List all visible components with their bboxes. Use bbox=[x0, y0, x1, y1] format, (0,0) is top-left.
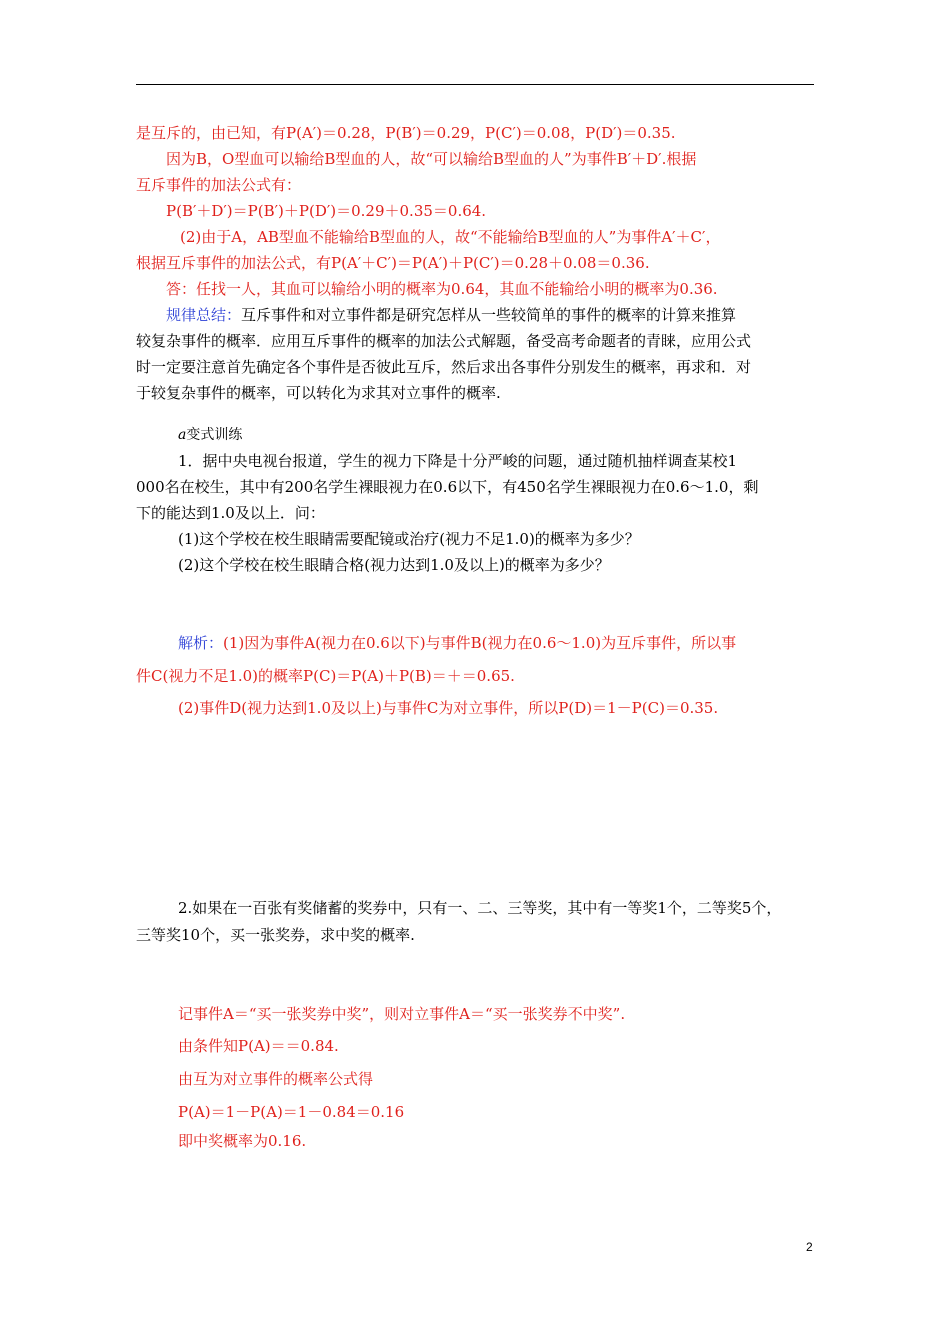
summary-line: 较复杂事件的概率．应用互斥事件的概率的加法公式解题，备受高考命题者的青睐，应用公式 bbox=[136, 332, 752, 350]
header-rule bbox=[136, 84, 814, 85]
question-line: (1)这个学校在校生眼睛需要配镜或治疗(视力不足1.0)的概率为多少？ bbox=[178, 530, 640, 548]
solution-line: P(B′＋D′)＝P(B′)＋P(D′)＝0.29＋0.35＝0.64. bbox=[166, 202, 487, 220]
solution-line: 互斥事件的加法公式有： bbox=[136, 176, 302, 194]
question-line: 000名在校生，其中有200名学生裸眼视力在0.6以下，有450名学生裸眼视力在0.6～1.0，剩 bbox=[136, 478, 759, 496]
solution-line: 即中奖概率为0.16. bbox=[178, 1132, 307, 1150]
analysis-text: (1)因为事件A(视力在0.6以下)与事件B(视力在0.6～1.0)为互斥事件，所以事 bbox=[223, 634, 737, 652]
question-line: 1．据中央电视台报道，学生的视力下降是十分严峻的问题，通过随机抽样调查某校1 bbox=[178, 452, 738, 470]
summary-line: 时一定要注意首先确定各个事件是否彼此互斥，然后求出各事件分别发生的概率，再求和．对 bbox=[136, 358, 752, 376]
solution-line: 由条件知P(A)＝＝0.84. bbox=[178, 1037, 339, 1055]
solution-line: 根据互斥事件的加法公式，有P(A′＋C′)＝P(A′)＋P(C′)＝0.28＋0.08＝0.36. bbox=[136, 254, 650, 272]
question-line: 下的能达到1.0及以上．问： bbox=[136, 504, 325, 522]
solution-line: 因为B，O型血可以输给B型血的人，故“可以输给B型血的人”为事件B′＋D′.根据 bbox=[166, 150, 697, 168]
page-number: 2 bbox=[806, 1240, 813, 1254]
question-line: (2)这个学校在校生眼睛合格(视力达到1.0及以上)的概率为多少？ bbox=[178, 556, 610, 574]
summary-line: 于较复杂事件的概率，可以转化为求其对立事件的概率. bbox=[136, 384, 501, 402]
solution-line: 由互为对立事件的概率公式得 bbox=[178, 1070, 374, 1088]
solution-line: 是互斥的，由已知，有P(A′)＝0.28，P(B′)＝0.29，P(C′)＝0.08，P(D′)＝0.35. bbox=[136, 124, 676, 142]
analysis-label: 解析： bbox=[178, 634, 224, 652]
section-title: 变式训练 bbox=[186, 427, 243, 443]
summary-line bbox=[166, 305, 736, 325]
solution-line: 记事件A＝“买一张奖券中奖”，则对立事件A＝“买一张奖券不中奖”. bbox=[178, 1005, 626, 1023]
section-heading bbox=[178, 425, 242, 445]
analysis-line: 件C(视力不足1.0)的概率P(C)＝P(A)＋P(B)＝＋＝0.65. bbox=[136, 667, 515, 685]
solution-line: (2)由于A，AB型血不能输给B型血的人，故“不能输给B型血的人”为事件A′＋C′， bbox=[180, 228, 721, 246]
summary-label: 规律总结： bbox=[166, 306, 242, 324]
solution-line: P(A)＝1－P(A)＝1－0.84＝0.16 bbox=[178, 1103, 405, 1121]
question-line: 三等奖10个，买一张奖券，求中奖的概率. bbox=[136, 926, 415, 944]
section-prefix: a bbox=[178, 427, 187, 443]
answer-line: 答：任找一人，其血可以输给小明的概率为0.64，其血不能输给小明的概率为0.36. bbox=[166, 280, 718, 298]
summary-text: 互斥事件和对立事件都是研究怎样从一些较简单的事件的概率的计算来推算 bbox=[241, 306, 737, 324]
analysis-line bbox=[178, 633, 736, 653]
analysis-line: (2)事件D(视力达到1.0及以上)与事件C为对立事件，所以P(D)＝1－P(C)＝0.35. bbox=[178, 699, 719, 717]
question-line: 2.如果在一百张有奖储蓄的奖券中，只有一、二、三等奖，其中有一等奖1个，二等奖5个， bbox=[178, 899, 782, 917]
